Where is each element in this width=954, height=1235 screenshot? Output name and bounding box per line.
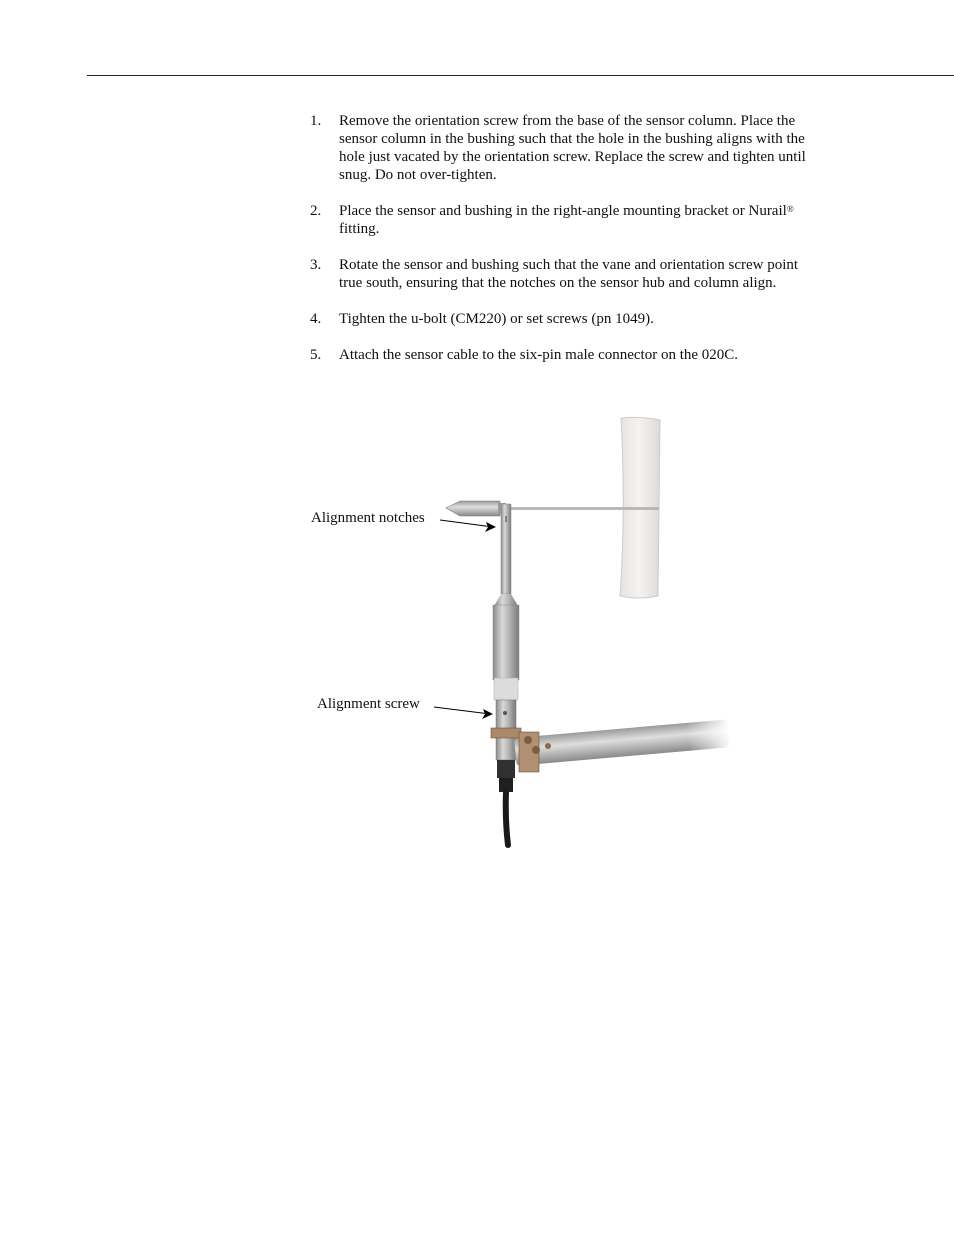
sensor-cable xyxy=(506,792,508,845)
callout-alignment-notches: Alignment notches xyxy=(311,510,425,526)
header-rule xyxy=(87,75,954,76)
wind-vane-illustration xyxy=(300,410,760,855)
step-text: Tighten the u-bolt (CM220) or set screws (pn 1049). xyxy=(339,311,654,327)
instruction-list xyxy=(310,112,810,364)
instruction-step-5 xyxy=(310,346,810,364)
mounting-bracket xyxy=(491,728,521,738)
callout-arrow-screw xyxy=(434,707,493,719)
registered-mark: ® xyxy=(786,204,794,214)
callout-alignment-screw: Alignment screw xyxy=(317,696,420,712)
step-text: Rotate the sensor and bushing such that the vane and orientation screw point true south, ensuring that the notches on the sensor hub and column align. xyxy=(339,257,799,291)
sensor-column xyxy=(493,605,519,680)
step-number: 4. xyxy=(310,311,322,327)
instruction-step-3 xyxy=(310,256,810,292)
step-number: 1. xyxy=(310,113,322,129)
vane-arm xyxy=(505,507,659,510)
step-text-continued: fitting. xyxy=(339,221,380,237)
step-number: 3. xyxy=(310,257,322,273)
vane-counterweight xyxy=(446,501,500,516)
step-number: 5. xyxy=(310,347,322,363)
instruction-step-4 xyxy=(310,310,810,328)
step-number: 2. xyxy=(310,203,322,219)
step-text: Attach the sensor cable to the six-pin male connector on the 020C. xyxy=(339,347,739,363)
step-text: Remove the orientation screw from the base of the sensor column. Place the sensor column in the bushing such that the hole in the bushing aligns with the hole just vacated by the orientation screw. Replace the screw and tighten until snug. Do not over-tighten. xyxy=(339,113,806,183)
cable-connector xyxy=(497,760,515,778)
sensor-taper xyxy=(494,594,518,606)
instruction-step-1 xyxy=(310,112,810,184)
callout-arrow-notches xyxy=(440,520,496,532)
instruction-step-2 xyxy=(310,202,810,238)
step-text: Place the sensor and bushing in the right-angle mounting bracket or Nurail xyxy=(339,203,787,219)
wind-vane-figure xyxy=(300,410,760,855)
